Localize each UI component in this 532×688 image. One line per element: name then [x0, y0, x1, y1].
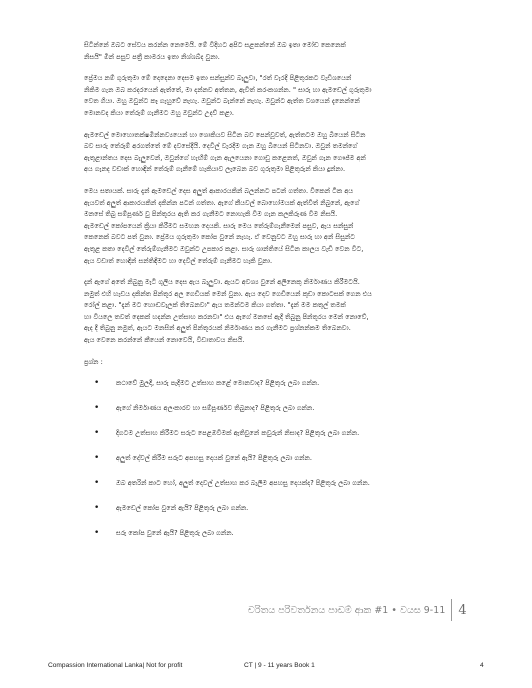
question-text: සරු කෝප වුනේ ඇයි? පිළිතුරු ලබා ගන්න.	[116, 528, 234, 537]
footer-organization: Compassion International Lanka| Not for profit	[48, 662, 183, 669]
question-item	[84, 378, 470, 403]
paragraph-line: ඇය වෙනෙ කරන්නේ කීයෙන් නොවෙයි, විඩාතාවය නිසයි.	[84, 336, 245, 345]
paragraph-line: බව සාරු තේරුම් අරගත්තේ මේ දවසේදීයි. දෙවිල් වැරදීම ගැන ඔහු බියෙන් සිටිනවා. ඔවුන් තමන්ගේ	[84, 142, 358, 151]
paragraph-line: කෙනෙක් බවට පත් වුනා. ප්‍රේමය ගුරුතුමා කෝප වුනේ නැහැ. ඒ වෙනුවට ඔහු සාරු හා අන් සිසුන්ට	[84, 233, 356, 242]
paragraph-line: මෙය සතායක්. සාරු දැන් ඇමඩෙල් දෙස අලුත් ආකාරයකින් බලන්නට පටන් ගත්තා. විකෙන් ටික අය	[84, 186, 354, 195]
paragraph-line: ඇමඩෙල් මොහොතක්ෂමින්නව්‍යයෙන් හා ශොකියව සිටින බව පෙන්වූවත්, ඇත්තටම ඔහු බියෙන් සිටින	[84, 130, 366, 139]
paragraph-line: ඇමඩෙල් කෝපයෙන් ක්‍රියා කිරීමට සමහන දෙයකි. සාරු මෙය තේරුම්ගැනීමෙන් පසුව, ඇය සන්සුන්	[84, 221, 354, 230]
paragraph-line: දැන් ඇගේ අතේ නිබුනු මැටි ගුලිය දෙස ඇය බැලුවා. ඇයට අවශ්‍ය වුනේ අලිනෙකු නිර්මාණය කිරීමටයි.	[84, 278, 360, 287]
document-body	[84, 40, 470, 553]
question-item	[84, 403, 470, 428]
paragraph-line: ඇද දී තිබුනු නමුත්, ඇයට මනසින් අලුත් පින්තූරයක් නිර්මාණය කර ගැනීමට ප්‍රශ්නන්කම තිබෙනවා.	[84, 324, 351, 333]
bullet-icon: •	[94, 527, 100, 538]
paragraph-line: වෙත ගියා. ඔහු ඔවුන්ට කෑ ගැහුවේ නැහැ. ඔවුන්ට බැන්නේ නැහැ. ඔවුන්ට ඇත්ත වශයෙන් දැනෙන්නේ	[84, 97, 360, 106]
questions-title: ප්‍රශ්න :	[84, 357, 103, 366]
page-footer	[0, 660, 532, 674]
series-footer	[248, 596, 480, 624]
paragraph-2	[84, 73, 470, 119]
paragraph-line: ඇතුළ කතා දෙවිල් තේරුම්ගැනීමට ඔවුන්ට උපකාර කළා. සාරු ශාන්තියේ සිටින කාලය වැඩි වෙන විට,	[84, 244, 364, 253]
paragraph-line: ඇතුළාන්තය දෙස බැලුවෙන්, ඔවුන්ගේ හැඟීම් ගැන ඇලයෙනා ගොඩු කළෙනත්, ඔවුන් ගැන ගෞජ්ම අන්	[84, 153, 366, 162]
paragraph-line: මොනවද කියා තේරුම් ගැනීමට ඔහු ඔවුන්ට උදව් කළා.	[84, 108, 234, 117]
question-text: ඇමඩෙල් කෝප වුනේ ඇයි? පිළිතුරු ලබා ගන්න.	[116, 503, 249, 512]
question-text: ඔබ අතරින් කාට හෝ, අලුත් දෙවල් උත්සාහ කර බැලීම අපහසු දෙයක්ද? පිළිතුරු ලබා ගන්න.	[116, 478, 370, 487]
paragraph-3	[84, 130, 470, 176]
series-page-number: 4	[458, 602, 467, 618]
question-text: ඇගේ නිර්මාණය අලංකාරව හා සම්පූර්ණව තිබුනාද? පිළිතුරු ලබා ගන්න.	[116, 403, 315, 412]
bullet-icon: •	[94, 477, 100, 488]
paragraph-line: නිකිම ගැන ඔබ කරදරයෙන් ඇත්තේ, මා දන්නව අත්තන, ඇවිත් කරංකශන්න. " සාරු හා ඇමඩෙල් ගුරුතුමා	[84, 85, 372, 94]
question-item	[84, 478, 470, 503]
bullet-icon: •	[94, 452, 100, 463]
bullet-icon: •	[94, 377, 100, 388]
paragraph-5	[84, 277, 470, 347]
series-footer-text: චරිතය පරිවර්තනය පාඩම් ආක #1 • වයස 9-11	[248, 604, 446, 616]
paragraph-line: රෝල් කළා. "දැන් මට හොඬවැලක් තිබෙනවා" ඇය තමන්ටම කියා ගත්තා. "දැන් මම කතුල් තමක්	[84, 301, 346, 310]
bullet-icon: •	[94, 502, 100, 513]
question-item	[84, 428, 470, 453]
paragraph-line: නිසයි" මින් පසුව පත්‍රී කාමරය ඉතා නිශ්ශබ්ද වුනා.	[84, 52, 220, 61]
questions-list	[84, 378, 470, 553]
paragraph-4	[84, 186, 470, 267]
question-item	[84, 503, 470, 528]
paragraph-line: හා වියලෙ තවත් දෙකක් හදන්න උත්සාහ කරනවා" එය ඇගේ මනසේ ඇදී තිබුනු පින්තූරය මෙන් නොවේ,	[84, 312, 369, 321]
question-text: දිගටම උත්සාහ කිරීමට සරුට පෙළඹවීමක් ඇතිවුනේ කවුරුන් නිසාද? පිළිතුරු ලබා ගන්න.	[116, 428, 360, 437]
paragraph-1	[84, 40, 470, 63]
paragraph-line: නමුත් එහි හැඩය දකින්ත පින්තූර අල ගෙඩියක් මෙන් වුනා. ඇය දෙව ගෙඩියෙන් කුඩා කොටසක් ගෙන එය	[84, 289, 372, 298]
footer-page-number: 4	[480, 662, 484, 669]
bullet-icon: •	[94, 402, 100, 413]
question-text: කථාවේ මුලදී, සාරු පැදීමට උත්සාහ කළේ මොනවාද? පිළිතුරු ලබා ගන්න.	[116, 378, 320, 387]
paragraph-line: ඇයවත් අලුත් ආකාරයකින් දකින්න පටන් ගත්තා. ඇගේ කීයවල් බොහෝමයක් ඇත්විත් නිබුනේ, ඇගේ	[84, 198, 360, 207]
question-item	[84, 453, 470, 478]
paragraph-line: මනසේ තිබු සම්පූර්ණ වු පින්තූරය ඇති කර ගැනීමට නොහැකි වීම ගැන කලකිරුණ විම නිසයි.	[84, 210, 338, 219]
paragraph-line: අය ගැනද වඩාක් හොඳින් තේරුම් ගැනීමේ හැකියාව ලැබෙන බව ගුරුතුමා පිළිතුරුන් කියා දුන්නා.	[84, 165, 346, 174]
bullet-icon: •	[94, 427, 100, 438]
question-text: අලුත් දේවල් කිරීම සරුට අපහසු දෙයක් වුනේ ඇයි? පිළිතුරු ලබා ගන්න.	[116, 453, 312, 462]
paragraph-line: ඇය වඩාත් හොඳින් සන්තිඳීමට හා දෙවිල් තේරුම් ගැනීමට හැකි වුනා.	[84, 256, 273, 265]
footer-book-title: CT | 9 - 11 years Book 1	[244, 662, 315, 669]
question-item	[84, 528, 470, 553]
footer-divider	[451, 599, 452, 621]
paragraph-line: සිටින්නේ ඔබට සේවය කරන්න නෙමෙයි. මේ විදිහට අපිට සළකන්නේ ඔබ ඉතා මෝඩ කෙනෙක්	[84, 41, 346, 49]
paragraph-line: ප්‍රේමය නම් ගුරුතුමා මේ දෙදෙනා දෙසම ඉතා සන්සුන්ව බැලුවා, "රත් වැරදි පිළිතුරකට වැඩිශයෙන්	[84, 74, 352, 83]
